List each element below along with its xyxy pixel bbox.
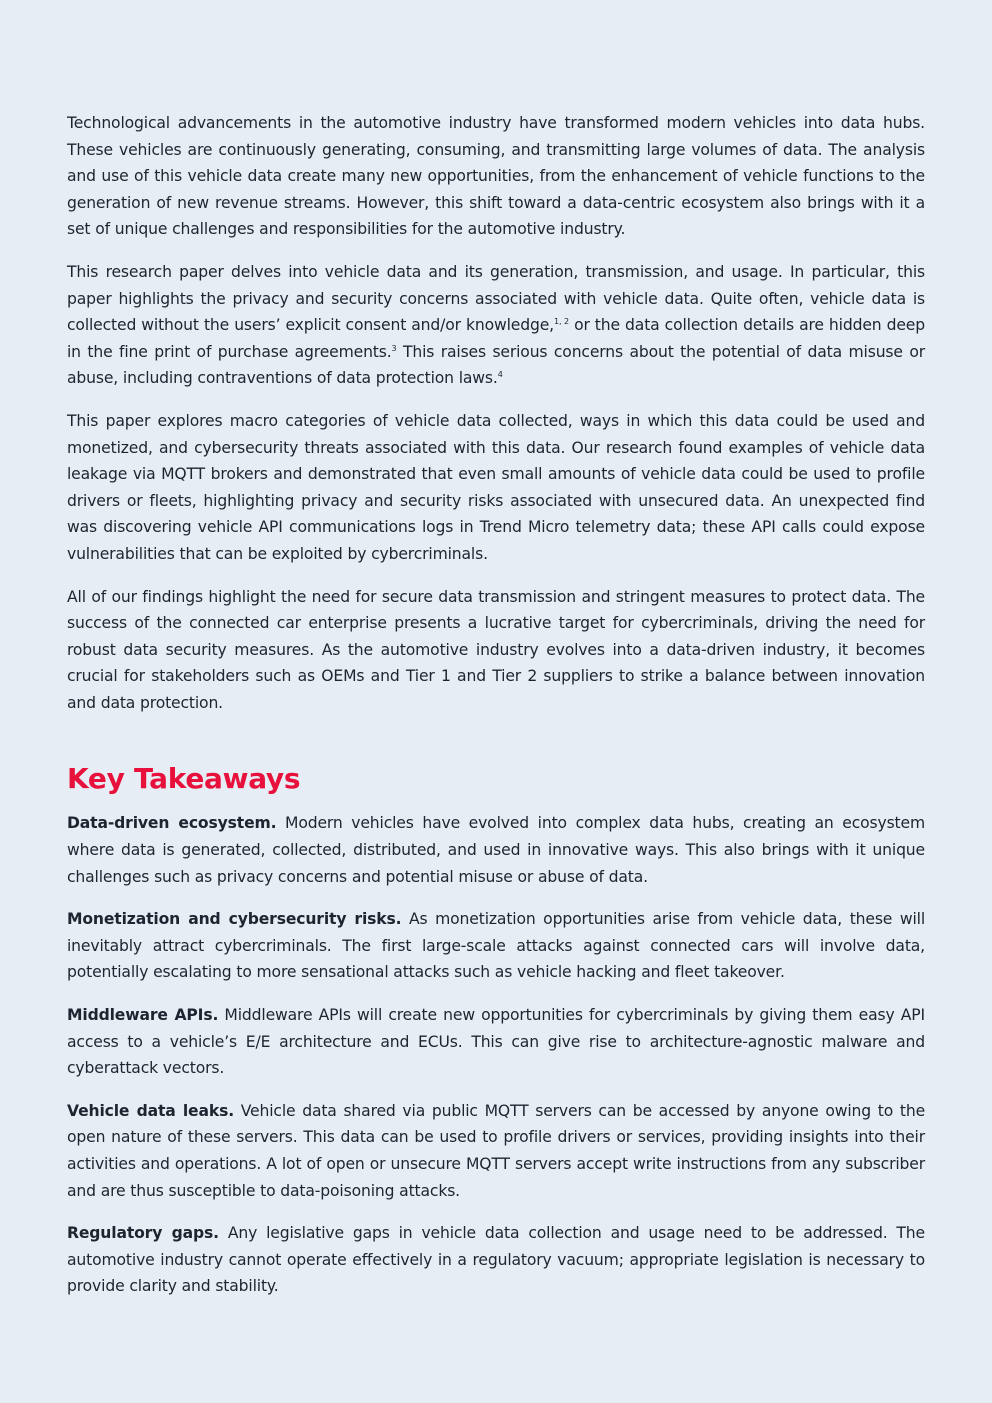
intro-paragraph-3: This paper explores macro categories of vehicle data collected, ways in which this data could be used and monetized, and cybersecurity threats associated with this data. Our research found examples of vehicle data leakage via MQTT brokers and demonstrated that even small amounts of vehicle data could be used to profile drivers or fleets, highlighting privacy and security risks associated with unsecured data. An unexpected find was discovering vehicle API communications logs in Trend Micro telemetry data; these API calls could expose vulnerabilities that can be exploited by cybercriminals. bbox=[67, 411, 925, 563]
takeaway-text: Middleware APIs will create new opportunities for cybercriminals by giving them easy API access to a vehicle’s E/E architecture and ECUs. This can give rise to architecture-agnostic malware and cyberattack vectors. bbox=[67, 1006, 925, 1078]
takeaway-item bbox=[67, 1220, 925, 1300]
intro-paragraph-1: Technological advancements in the automotive industry have transformed modern vehicles into data hubs. These vehicles are continuously generating, consuming, and transmitting large volumes of data. The analysis and use of this vehicle data create many new opportunities, from the enhancement of vehicle functions to the generation of new revenue streams. However, this shift toward a data-centric ecosystem also brings with it a set of unique challenges and responsibilities for the automotive industry. bbox=[67, 114, 925, 239]
intro-paragraph-4: All of our findings highlight the need for secure data transmission and stringent measures to protect data. The success of the connected car enterprise presents a lucrative target for cybercriminals, driving the need for robust data security measures. As the automotive industry evolves into a data-driven industry, it becomes crucial for stakeholders such as OEMs and Tier 1 and Tier 2 suppliers to strike a balance between innovation and data protection. bbox=[67, 587, 925, 712]
takeaway-item bbox=[67, 1002, 925, 1082]
footnote-ref-3[interactable]: 3 bbox=[391, 343, 397, 353]
takeaway-title: Middleware APIs. bbox=[67, 1006, 219, 1025]
intro-paragraph-2-part-a: This research paper delves into vehicle data and its generation, transmission, and usage. In particular, this paper highlights the privacy and security concerns associated with vehicle data. Quite often, vehicle data is collected without the users’ explicit consent and/or knowledge, bbox=[67, 262, 925, 335]
intro-paragraph-2 bbox=[67, 259, 925, 392]
takeaway-title: Regulatory gaps. bbox=[67, 1224, 219, 1243]
takeaway-item bbox=[67, 1098, 925, 1204]
takeaway-title: Monetization and cybersecurity risks. bbox=[67, 910, 402, 929]
takeaway-title: Vehicle data leaks. bbox=[67, 1101, 234, 1120]
takeaway-title: Data-driven ecosystem. bbox=[67, 814, 277, 833]
intro-paragraph-2-part-b: or the data collection details are hidden deep in the fine print of purchase agreements. bbox=[67, 316, 926, 361]
footnote-ref-1-2[interactable]: 1, 2 bbox=[554, 317, 569, 327]
key-takeaways-heading: Key Takeaways bbox=[67, 762, 301, 796]
takeaway-text: As monetization opportunities arise from vehicle data, these will inevitably attract cybercriminals. The first large-scale attacks against connected cars will involve data, potentially escalating to more sensational attacks such as vehicle hacking and fleet takeover. bbox=[67, 910, 926, 982]
footnote-ref-4[interactable]: 4 bbox=[497, 370, 503, 380]
takeaway-item bbox=[67, 810, 925, 890]
takeaway-item bbox=[67, 906, 925, 986]
takeaway-text: Modern vehicles have evolved into complex data hubs, creating an ecosystem where data is generated, collected, distributed, and used in innovative ways. This also brings with it unique challenges such as privacy concerns and potential misuse or abuse of data. bbox=[67, 814, 925, 886]
takeaway-text: Vehicle data shared via public MQTT servers can be accessed by anyone owing to the open nature of these servers. This data can be used to profile drivers or services, providing insights into their activities and operations. A lot of open or unsecure MQTT servers accept write instructions from any subscriber and are thus susceptible to data-poisoning attacks. bbox=[67, 1101, 926, 1200]
intro-paragraph-2-part-c: This raises serious concerns about the potential of data misuse or abuse, including contraventions of data protection laws. bbox=[67, 342, 925, 388]
takeaway-text: Any legislative gaps in vehicle data collection and usage need to be addressed. The automotive industry cannot operate effectively in a regulatory vacuum; appropriate legislation is necessary to provide clarity and stability. bbox=[67, 1224, 925, 1296]
